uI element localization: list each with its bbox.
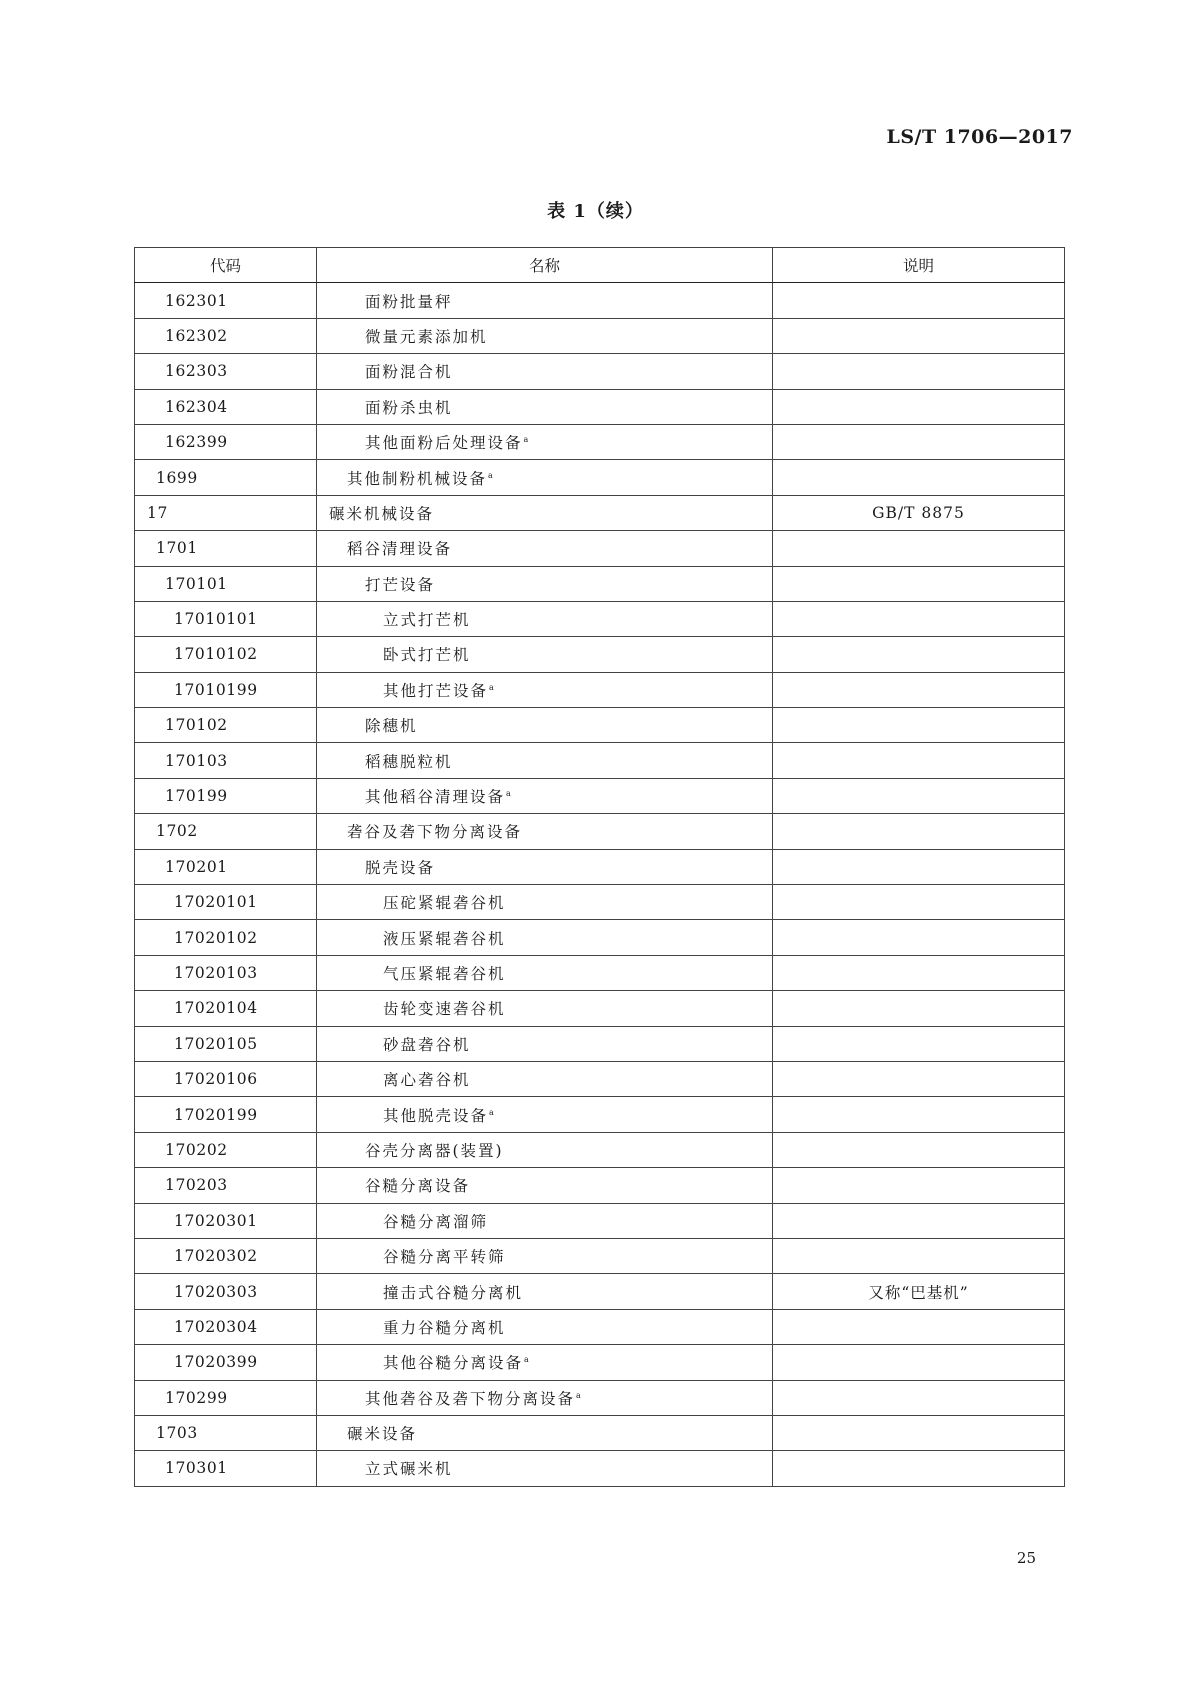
item-name: 谷糙分离设备	[365, 1177, 471, 1196]
footnote-marker: a	[489, 1107, 494, 1117]
item-note: GB/T 8875	[773, 495, 1065, 530]
item-name-cell	[317, 1309, 773, 1344]
item-name: 谷壳分离器(装置)	[365, 1141, 504, 1160]
item-name: 立式碾米机	[365, 1460, 453, 1479]
footnote-marker: a	[488, 470, 493, 480]
item-code: 170301	[135, 1451, 317, 1486]
table-row	[135, 1345, 1065, 1380]
item-name-cell	[317, 1097, 773, 1132]
item-code: 17020105	[135, 1026, 317, 1061]
footnote-marker: a	[523, 435, 529, 445]
item-name-cell	[317, 1345, 773, 1380]
table-row	[135, 1061, 1065, 1096]
item-name: 其他脱壳设备	[383, 1106, 489, 1125]
item-note	[773, 1345, 1065, 1380]
item-name: 重力谷糙分离机	[383, 1318, 506, 1337]
item-name-cell	[317, 885, 773, 920]
item-name-cell	[317, 1168, 773, 1203]
item-note	[773, 708, 1065, 743]
item-name-cell	[317, 1238, 773, 1273]
item-note	[773, 885, 1065, 920]
item-name-cell	[317, 991, 773, 1026]
table-row	[135, 1274, 1065, 1309]
item-code: 17020103	[135, 955, 317, 990]
item-code: 170102	[135, 708, 317, 743]
table-row	[135, 424, 1065, 459]
item-name: 微量元素添加机	[365, 327, 488, 346]
item-name-cell	[317, 1132, 773, 1167]
item-code: 162303	[135, 354, 317, 389]
page-number: 25	[1016, 1549, 1036, 1567]
item-code: 17020101	[135, 885, 317, 920]
item-name: 稻穗脱粒机	[365, 752, 453, 771]
item-note	[773, 1097, 1065, 1132]
item-code: 170201	[135, 849, 317, 884]
item-note	[773, 1309, 1065, 1344]
item-name: 压砣紧辊砻谷机	[383, 894, 506, 913]
item-name-cell	[317, 318, 773, 353]
item-note	[773, 1203, 1065, 1238]
item-name-cell	[317, 814, 773, 849]
item-note	[773, 814, 1065, 849]
item-note	[773, 1026, 1065, 1061]
table-row	[135, 1026, 1065, 1061]
item-name-cell	[317, 495, 773, 530]
item-code: 17010199	[135, 672, 317, 707]
item-note	[773, 601, 1065, 636]
column-header-note: 说明	[773, 248, 1065, 283]
item-note	[773, 1168, 1065, 1203]
item-code: 17010101	[135, 601, 317, 636]
standard-code: LS/T 1706—2017	[886, 126, 1073, 148]
item-code: 17020102	[135, 920, 317, 955]
item-name-cell	[317, 778, 773, 813]
table-row	[135, 1451, 1065, 1486]
item-name: 面粉批量秤	[365, 292, 453, 311]
item-note	[773, 318, 1065, 353]
table-header	[135, 248, 1065, 283]
item-code: 17010102	[135, 637, 317, 672]
table-row	[135, 566, 1065, 601]
item-name-cell	[317, 531, 773, 566]
table-row	[135, 708, 1065, 743]
item-name-cell	[317, 601, 773, 636]
item-code: 170101	[135, 566, 317, 601]
item-name: 面粉杀虫机	[365, 398, 453, 417]
item-name-cell	[317, 424, 773, 459]
item-name: 其他打芒设备	[383, 681, 489, 700]
item-note	[773, 743, 1065, 778]
classification-table	[134, 247, 1065, 1487]
item-name-cell	[317, 708, 773, 743]
item-note	[773, 566, 1065, 601]
item-name: 打芒设备	[365, 575, 436, 594]
item-name-cell	[317, 637, 773, 672]
item-name: 卧式打芒机	[383, 646, 471, 665]
item-name: 砻谷及砻下物分离设备	[347, 823, 523, 842]
item-name-cell	[317, 1451, 773, 1486]
item-note	[773, 1415, 1065, 1450]
table-row	[135, 495, 1065, 530]
column-header-name: 名称	[317, 248, 773, 283]
table-row	[135, 354, 1065, 389]
item-name: 面粉混合机	[365, 363, 453, 382]
table-row	[135, 531, 1065, 566]
item-note	[773, 283, 1065, 318]
table-body	[135, 283, 1065, 1486]
item-note	[773, 1451, 1065, 1486]
item-code: 170199	[135, 778, 317, 813]
item-note	[773, 920, 1065, 955]
item-code: 17020301	[135, 1203, 317, 1238]
item-code: 170299	[135, 1380, 317, 1415]
item-name: 砂盘砻谷机	[383, 1035, 471, 1054]
item-name: 其他砻谷及砻下物分离设备	[365, 1389, 576, 1408]
table-row	[135, 1238, 1065, 1273]
item-code: 17020302	[135, 1238, 317, 1273]
item-code: 17020199	[135, 1097, 317, 1132]
item-note	[773, 1061, 1065, 1096]
item-note	[773, 354, 1065, 389]
item-code: 17020104	[135, 991, 317, 1026]
item-name-cell	[317, 1061, 773, 1096]
footnote-marker: a	[489, 682, 494, 692]
item-note	[773, 531, 1065, 566]
table-row	[135, 1132, 1065, 1167]
footnote-marker: a	[506, 789, 511, 799]
item-note	[773, 778, 1065, 813]
table-row	[135, 389, 1065, 424]
item-note	[773, 637, 1065, 672]
table-row	[135, 814, 1065, 849]
item-name-cell	[317, 920, 773, 955]
item-name: 立式打芒机	[383, 611, 471, 630]
item-name: 稻谷清理设备	[347, 540, 453, 559]
item-note	[773, 1132, 1065, 1167]
item-code: 17020303	[135, 1274, 317, 1309]
table-row	[135, 318, 1065, 353]
table-row	[135, 920, 1065, 955]
table-row	[135, 885, 1065, 920]
item-code: 1702	[135, 814, 317, 849]
table-row	[135, 1380, 1065, 1415]
footnote-marker: a	[576, 1390, 581, 1400]
item-code: 1703	[135, 1415, 317, 1450]
item-code: 170202	[135, 1132, 317, 1167]
item-code: 17020399	[135, 1345, 317, 1380]
item-name: 谷糙分离平转筛	[383, 1248, 506, 1267]
item-name: 除穗机	[365, 717, 418, 736]
item-code: 17	[135, 495, 317, 530]
item-name: 气压紧辊砻谷机	[383, 965, 506, 983]
item-code: 17020304	[135, 1309, 317, 1344]
item-name: 离心砻谷机	[383, 1071, 471, 1090]
item-name-cell	[317, 1026, 773, 1061]
item-note	[773, 955, 1065, 990]
table-row	[135, 1097, 1065, 1132]
table-row	[135, 1415, 1065, 1450]
table-row	[135, 637, 1065, 672]
footnote-marker: a	[524, 1355, 529, 1365]
item-name-cell	[317, 354, 773, 389]
item-name-cell	[317, 955, 773, 990]
table-row	[135, 672, 1065, 707]
item-name-cell	[317, 460, 773, 495]
item-note	[773, 849, 1065, 884]
item-name-cell	[317, 672, 773, 707]
table-row	[135, 1203, 1065, 1238]
item-note	[773, 672, 1065, 707]
item-note	[773, 991, 1065, 1026]
item-name: 液压紧辊砻谷机	[383, 929, 506, 948]
item-note	[773, 1380, 1065, 1415]
item-name-cell	[317, 389, 773, 424]
table-row	[135, 991, 1065, 1026]
item-name: 谷糙分离溜筛	[383, 1212, 489, 1231]
item-name-cell	[317, 1203, 773, 1238]
item-name-cell	[317, 566, 773, 601]
item-name: 其他制粉机械设备	[347, 469, 488, 488]
table-row	[135, 778, 1065, 813]
item-name-cell	[317, 849, 773, 884]
item-note	[773, 460, 1065, 495]
item-name: 其他稻谷清理设备	[365, 788, 506, 807]
item-name: 其他面粉后处理设备	[365, 434, 523, 453]
item-name-cell	[317, 283, 773, 318]
table-row	[135, 601, 1065, 636]
item-note	[773, 424, 1065, 459]
item-name-cell	[317, 1274, 773, 1309]
table-row	[135, 283, 1065, 318]
item-name-cell	[317, 743, 773, 778]
column-header-code: 代码	[135, 248, 317, 283]
item-note	[773, 389, 1065, 424]
table-row	[135, 1309, 1065, 1344]
item-note	[773, 1238, 1065, 1273]
item-code: 162301	[135, 283, 317, 318]
item-code: 170103	[135, 743, 317, 778]
table-row	[135, 1168, 1065, 1203]
item-code: 162399	[135, 424, 317, 459]
table-row	[135, 849, 1065, 884]
table-row	[135, 743, 1065, 778]
item-code: 1699	[135, 460, 317, 495]
item-name: 碾米设备	[347, 1425, 418, 1444]
item-name-cell	[317, 1380, 773, 1415]
item-name: 撞击式谷糙分离机	[383, 1283, 524, 1302]
item-code: 162304	[135, 389, 317, 424]
item-code: 170203	[135, 1168, 317, 1203]
item-code: 1701	[135, 531, 317, 566]
header-row	[135, 248, 1065, 283]
item-code: 162302	[135, 318, 317, 353]
table-row	[135, 460, 1065, 495]
item-name-cell	[317, 1415, 773, 1450]
item-name: 齿轮变速砻谷机	[383, 1000, 506, 1019]
table-row	[135, 955, 1065, 990]
item-name: 脱壳设备	[365, 858, 436, 877]
item-name: 其他谷糙分离设备	[383, 1354, 524, 1373]
item-code: 17020106	[135, 1061, 317, 1096]
table-title: 表 1（续）	[547, 201, 644, 222]
item-note: 又称“巴基机”	[773, 1274, 1065, 1309]
item-name: 碾米机械设备	[329, 504, 435, 523]
